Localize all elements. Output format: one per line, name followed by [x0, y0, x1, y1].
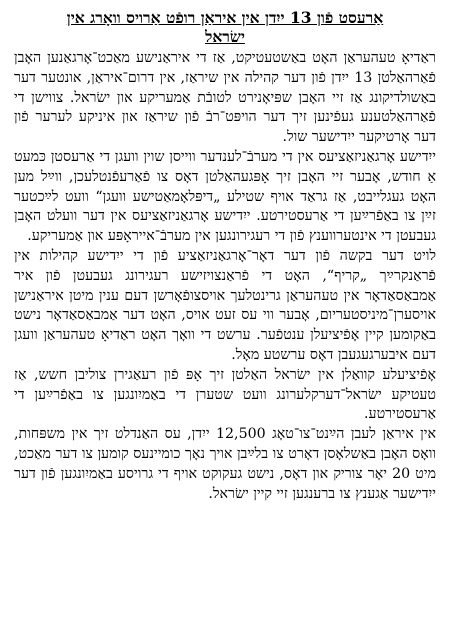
article-title: [14, 8, 436, 46]
paragraph-2: ייִדישע אָרגאַניזאַציעס אין די מערבֿ־לענדער ווייסן שוין וועגן די אַרעסטן כּמעט אַ חודש, אָבער זיי האָבן זיך אָפּגעהאַלטן דאָס צו פֿאַרעפֿנטלעכן, ווײַל מען האָט געגלייבט, אַז גראַד אויף שטילע „דיפּלאָמאַטישע וועגן“ וועט לײַכטער זײַן צו באַפֿרײַען די אַרעסטירטע. ייִדישע אָרגאַניזאַציעס אין דער וועלט האָבן געבעטן די אינטערווענץ פֿון די רעגירונגען אין מערבֿ־אייראָפּע און אַמעריקע.: [14, 148, 436, 245]
paragraph-5: אין איראַן לעבן הײַנט־צו־טאָג 12,500 ייִדן, עס האַנדלט זיך אין משפּחות, וואָס האָבן באַשלאָסן דאָרט צו בלײַבן אויך נאָך כומיינעס קומען צו דער מאַכט, מיט 20 יאָר צוריק און דאָס, נישט געקוקט אויף די גרויסע באַמיִונגען פֿון דער ייִדישער אַגענץ צו ברענגען זיי קיין ישׂראל.: [14, 426, 436, 502]
article-title-line-2: ישׂראל: [205, 27, 245, 46]
paragraph-1: ראַדיאָ טעהעראַן האָט באַשטעטיקט, אַז די איראַנישע מאַכט־אָרגאַנען האָבן פֿאַרהאַלטן 13 ייִדן פֿון דער קהילה אין שיראַז, אין דרום־איראַן, אונטער דער באַשולדיקונג אַז זיי האָבן שפּיאָנירט לטובֿת אַמעריקע און ישׂראל. צווישן די פֿאַרהאַלטענע געפֿינען זיך דער הויפּט־רבֿ פֿון שיראַז און איניקע לערער פֿון דער אָרטיקער ייִדישער שול.: [14, 50, 436, 146]
paragraph-3: לויט דער בקשה פֿון דער דאָר־אָרגאַניזאַציע פֿון די ייִדישע קהילות אין פֿראַנקרײַך „קריף“, האָט די פֿראַנצויזישע רעגירונג געבעטן פֿון איר אַמבאַסאַדאָר אין טעהעראַן גרינטלעך אויסצופֿאָרשן דעם ענין מיטן איראַנישן אויסערן־מיניסטעריום, אָבער ווי עס זעט אויס, האָט דער אַמבאַסאַדאָר נישט באַקומען קיין אָפֿיציעלן ענטפֿער. ערשט די וואָך האָט ראַדיאָ טעהעראַן וועגן דעם איבערגעגעבן דאָס ערשטע מאָל.: [14, 247, 436, 363]
article-title-line-1: אַרעסט פֿון 13 ייִדן אין איראַן רופֿט אַרויס וואָרג אין: [66, 8, 384, 27]
paragraph-4: אָפֿיציעלע קוואַלן אין ישׂראל האַלטן זיך אָפּ פֿון רעאַגירן צוליבן חשש, אַז טעטיקע ישׂראל־דערקלערונג וועט שטערן די באַמיִונגען צו באַפֿרײַען די אַרעסטירטע.: [14, 366, 436, 423]
